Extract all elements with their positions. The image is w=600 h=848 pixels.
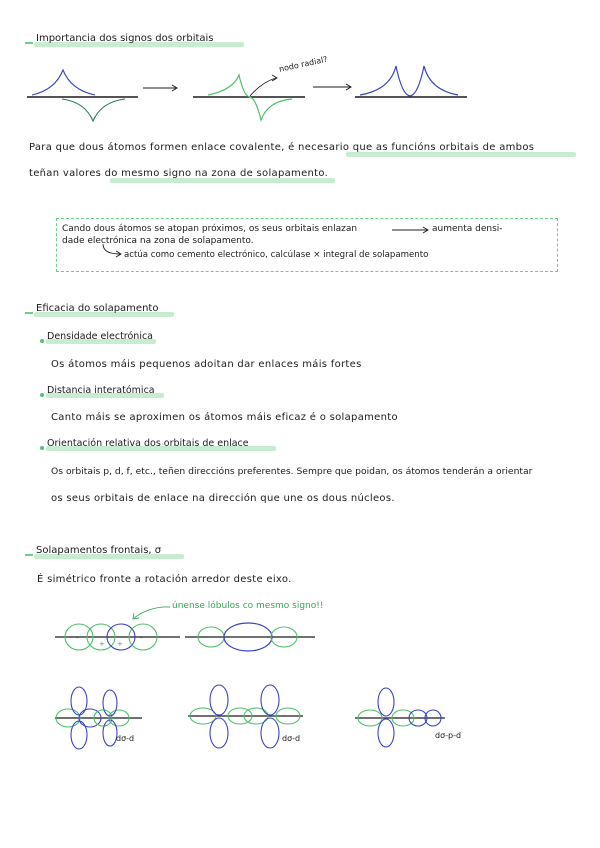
item-text-density: Os átomos máis pequenos adoitan dar enlaces máis fortes xyxy=(51,359,362,370)
item-title-orientation: Orientación relativa dos orbitais de enlace xyxy=(47,438,249,449)
note-line-3: actúa como cemento electrónico, calcúlase × integral de solapamento xyxy=(124,250,429,260)
note-line-2: dade electrónica na zona de solapamento. xyxy=(62,236,254,246)
note-line-1: Cando dous átomos se atopan próximos, os seus orbitais enlazan xyxy=(62,224,358,234)
section-heading-signs: Importancia dos signos dos orbitais xyxy=(36,33,214,44)
diagram-label-2: dσ-d xyxy=(282,734,301,743)
sign-label: + xyxy=(99,640,105,648)
item-title-distance: Distancia interatómica xyxy=(47,385,155,396)
section3-text: É simétrico fronte a rotación arredor deste eixo. xyxy=(37,574,292,585)
item-text-orientation-2: os seus orbitais de enlace na dirección que une os dous núcleos. xyxy=(51,493,395,504)
sign-label: - xyxy=(76,634,79,642)
lobes-annotation: únense lóbulos co mesmo signo!! xyxy=(172,601,324,611)
sign-label: + xyxy=(117,640,123,648)
section-heading-efficacy: Eficacia do solapamento xyxy=(36,303,159,314)
section-heading-frontal: Solapamentos frontais, σ xyxy=(36,545,162,556)
paragraph-line-1: Para que dous átomos formen enlace covalente, é necesario que as funcións orbitais de ambos xyxy=(29,142,535,153)
radial-node-annotation: nodo radial? xyxy=(278,54,329,74)
diagram-label-1: dσ-d xyxy=(116,734,135,743)
sign-label: - xyxy=(140,634,143,642)
diagram-label-3: dσ-p-d xyxy=(435,731,462,740)
note-result: aumenta densi- xyxy=(432,224,503,234)
item-text-distance: Canto máis se aproximen os átomos máis eficaz é o solapamento xyxy=(51,412,398,423)
paragraph-line-2: teñan valores do mesmo signo na zona de solapamento. xyxy=(29,168,329,179)
item-title-density: Densidade electrónica xyxy=(47,331,154,342)
item-text-orientation: Os orbitais p, d, f, etc., teñen direccións preferentes. Sempre que poidan, os átomos tenderán a orientar xyxy=(51,466,533,477)
